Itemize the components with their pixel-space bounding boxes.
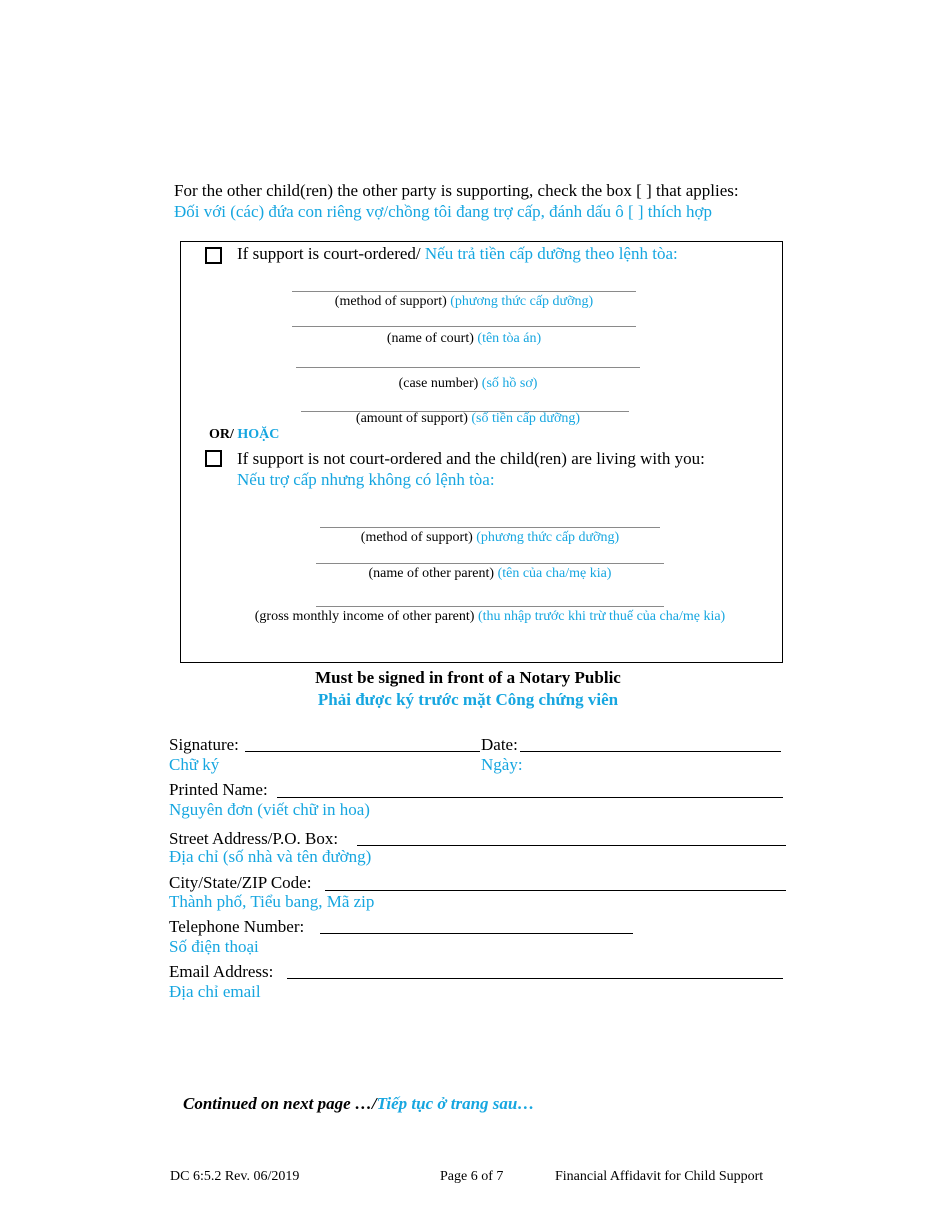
signature-label: Signature:: [169, 735, 239, 754]
name-of-court-caption: [292, 331, 636, 347]
method-of-support-caption-2: [290, 530, 690, 546]
caption-vi: (số hồ sơ): [481, 376, 538, 391]
method-of-support-field[interactable]: [292, 291, 636, 292]
gross-monthly-income-caption: [180, 609, 800, 625]
printed-name-field[interactable]: [277, 797, 783, 798]
email-label-vi: Địa chỉ email: [169, 982, 261, 1001]
not-court-ordered-label-en: If support is not court-ordered and the child(ren) are living with you:: [237, 449, 705, 468]
date-field[interactable]: [520, 751, 781, 752]
date-label-vi: Ngày:: [481, 755, 523, 774]
street-address-label-vi: Địa chỉ (số nhà và tên đường): [169, 847, 372, 866]
gross-monthly-income-field[interactable]: [316, 606, 664, 607]
telephone-field[interactable]: [320, 933, 633, 934]
method-of-support-caption: [292, 294, 636, 310]
notary-notice-vietnamese: Phải được ký trước mặt Công chứng viên: [317, 690, 619, 709]
caption-vi: (thu nhập trước khi trừ thuế của cha/mẹ kia): [477, 609, 726, 624]
caption-vi: (tên tòa án): [477, 331, 542, 346]
street-address-field[interactable]: [357, 845, 786, 846]
name-of-other-parent-caption: [290, 566, 690, 582]
continued-notice: [183, 1094, 534, 1114]
telephone-label: Telephone Number:: [169, 917, 305, 936]
case-number-field[interactable]: [296, 367, 640, 368]
or-label: [209, 427, 279, 443]
caption-vi: (tên của cha/mẹ kia): [497, 566, 612, 581]
city-state-zip-field[interactable]: [325, 890, 786, 891]
continued-notice-vi: Tiếp tục ở trang sau…: [376, 1094, 535, 1113]
notary-notice: Must be signed in front of a Notary Public: [315, 668, 621, 687]
printed-name-label: Printed Name:: [169, 780, 268, 799]
city-state-zip-label: City/State/ZIP Code:: [169, 873, 312, 892]
street-address-label: Street Address/P.O. Box:: [169, 829, 339, 848]
caption-en: (gross monthly income of other parent): [254, 609, 475, 624]
telephone-label-vi: Số điện thoại: [169, 937, 259, 956]
caption-en: (case number): [398, 376, 479, 391]
method-of-support-field-2[interactable]: [320, 527, 660, 528]
printed-name-label-vi: Nguyên đơn (viết chữ in hoa): [169, 800, 370, 819]
signature-field[interactable]: [245, 751, 480, 752]
caption-en: (method of support): [334, 294, 447, 309]
caption-en: (method of support): [360, 530, 473, 545]
court-ordered-checkbox[interactable]: [205, 247, 222, 264]
not-court-ordered-label-vi: Nếu trợ cấp nhưng không có lệnh tòa:: [237, 470, 495, 489]
email-field[interactable]: [287, 978, 783, 979]
court-ordered-label: [237, 244, 678, 264]
signature-label-vi: Chữ ký: [169, 755, 220, 774]
instructions-text: For the other child(ren) the other party is supporting, check the box [ ] that applies:: [174, 181, 739, 200]
footer-page-number: Page 6 of 7: [440, 1169, 504, 1184]
instructions-text-vietnamese: Đối với (các) đứa con riêng vợ/chồng tôi đang trợ cấp, đánh dấu ô [ ] thích hợp: [174, 202, 713, 221]
case-number-caption: [296, 376, 640, 392]
amount-of-support-caption: [296, 411, 640, 427]
footer-form-title: Financial Affidavit for Child Support: [555, 1169, 764, 1184]
court-ordered-label-vi: Nếu trả tiền cấp dưỡng theo lệnh tòa:: [424, 244, 678, 263]
footer-form-id: DC 6:5.2 Rev. 06/2019: [170, 1169, 300, 1184]
caption-vi: (số tiền cấp dưỡng): [471, 411, 581, 426]
caption-en: (amount of support): [355, 411, 468, 426]
caption-vi: (phương thức cấp dưỡng): [476, 530, 620, 545]
caption-en: (name of court): [386, 331, 474, 346]
or-label-en: OR/: [209, 427, 234, 442]
caption-vi: (phương thức cấp dưỡng): [450, 294, 594, 309]
continued-notice-en: Continued on next page …/: [183, 1094, 377, 1113]
court-ordered-label-en: If support is court-ordered/: [237, 244, 421, 263]
caption-en: (name of other parent): [368, 566, 495, 581]
email-label: Email Address:: [169, 962, 274, 981]
name-of-court-field[interactable]: [292, 326, 636, 327]
city-state-zip-label-vi: Thành phố, Tiểu bang, Mã zip: [169, 892, 375, 911]
date-label: Date:: [481, 735, 518, 754]
not-court-ordered-checkbox[interactable]: [205, 450, 222, 467]
name-of-other-parent-field[interactable]: [316, 563, 664, 564]
or-label-vi: HOẶC: [237, 427, 280, 442]
